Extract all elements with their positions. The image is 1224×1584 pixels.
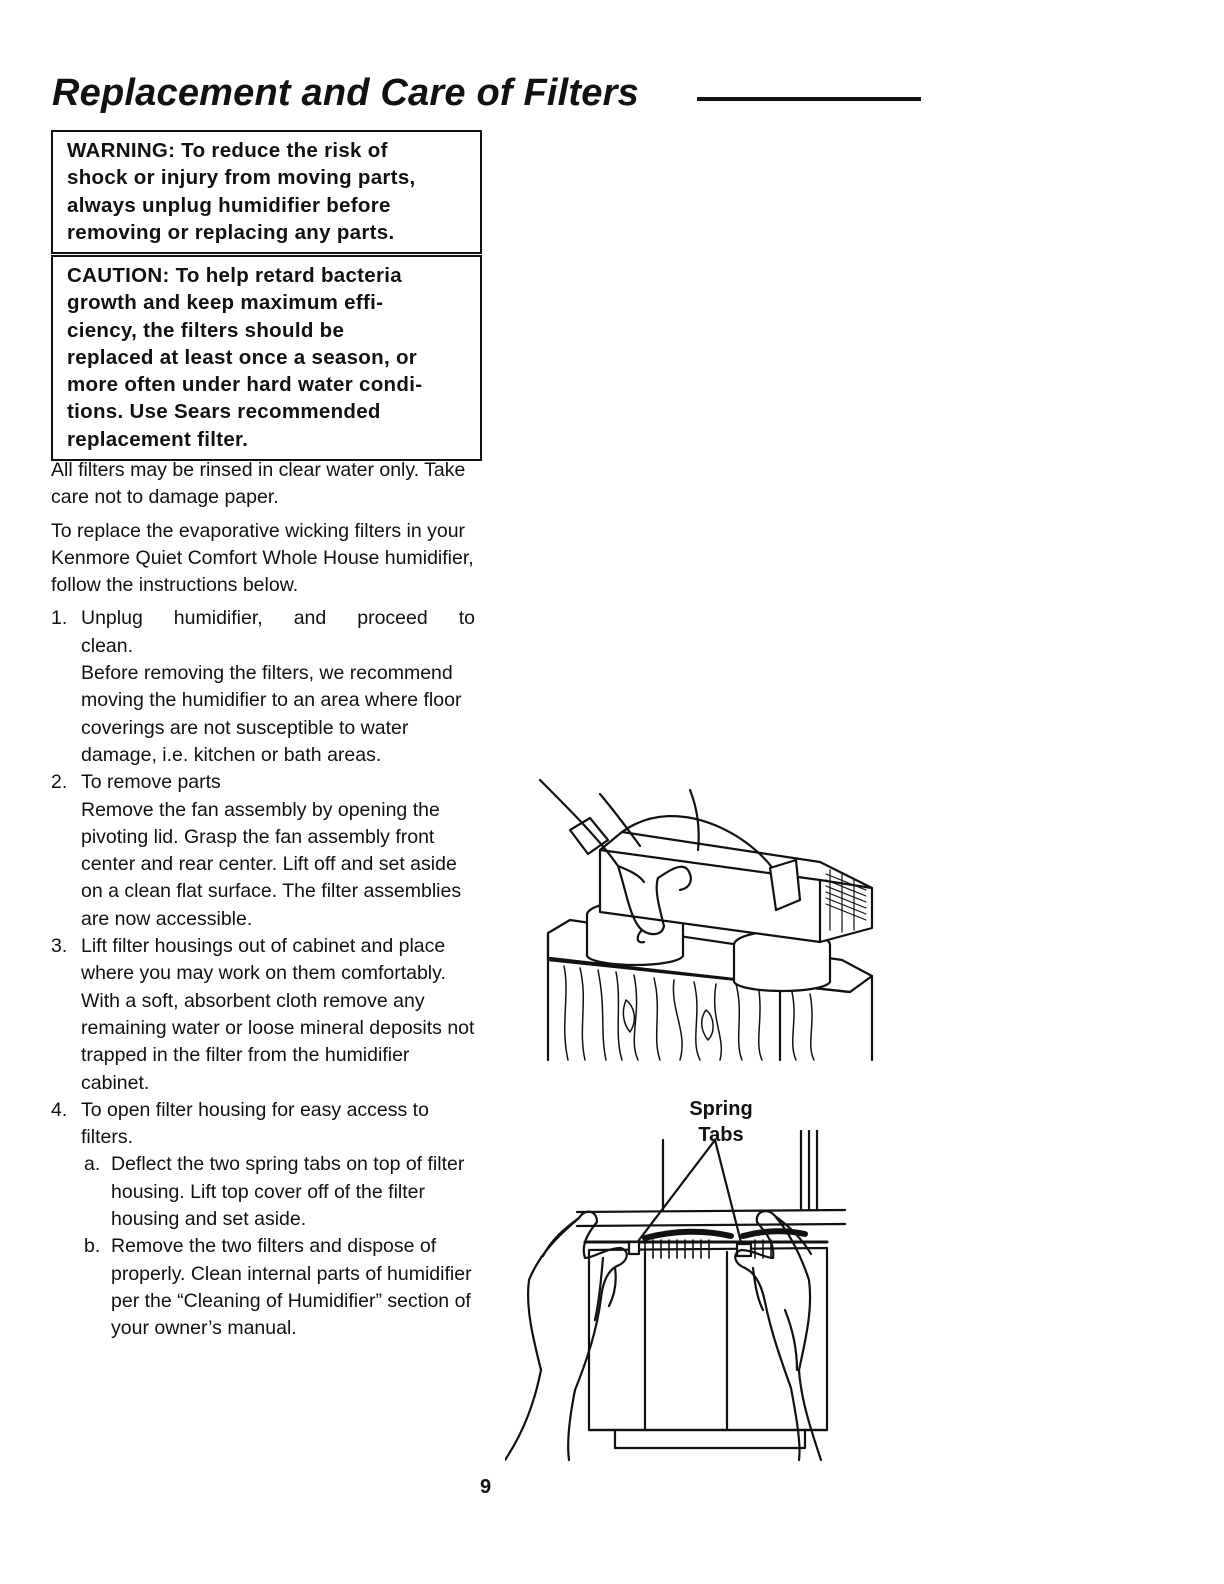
caution-line: ciency, the filters should be <box>67 318 345 342</box>
step-heading: To remove parts <box>81 771 221 794</box>
page-number: 9 <box>480 1476 492 1498</box>
step-heading: Unplug humidifier, and proceed to <box>81 607 475 630</box>
page-title: Replacement and Care of Filters <box>52 72 639 114</box>
step-body: To open filter housing for easy access to filters. <box>81 1098 429 1149</box>
step-4 <box>51 1097 475 1152</box>
callout-line: Spring <box>689 1098 753 1120</box>
caution-line: growth and keep maximum effi- <box>67 291 384 315</box>
step-1 <box>51 605 475 769</box>
step-heading: clean. <box>81 634 134 657</box>
step-body: Before removing the filters, we recommend moving the humidifier to an area where floor coverings are not susceptible to water damage, i.e. kitchen or bath areas. <box>81 662 462 766</box>
caution-line: more often under hard water condi- <box>67 373 423 397</box>
substep-letter: b. <box>84 1235 101 1258</box>
instructions <box>51 457 475 1343</box>
caution-box <box>51 255 482 461</box>
step-number: 4. <box>51 1098 68 1121</box>
rinse-paragraph: All filters may be rinsed in clear water only. Take care not to damage paper. <box>51 459 466 509</box>
replace-paragraph: To replace the evaporative wicking filters in your Kenmore Quiet Comfort Whole House humidifier, follow the instructions below. <box>51 519 474 597</box>
step-body: Remove the fan assembly by opening the pivoting lid. Grasp the fan assembly front center and rear center. Lift off and set aside on a clean flat surface. The filter assemblies are now accessible. <box>81 798 462 930</box>
caution-line: tions. Use Sears recommended <box>67 400 381 424</box>
substep-text: Deflect the two spring tabs on top of filter housing. Lift top cover off of the filter housing and set aside. <box>111 1153 465 1231</box>
filter-housing-illustration <box>505 1130 855 1470</box>
warning-line: removing or replacing any parts. <box>67 220 395 244</box>
substep-a <box>51 1151 475 1233</box>
warning-line: always unplug humidifier before <box>67 193 391 217</box>
step-2 <box>51 769 475 933</box>
step-3 <box>51 933 475 1097</box>
step-number: 3. <box>51 935 68 958</box>
step-number: 1. <box>51 607 68 630</box>
title-rule <box>697 97 921 101</box>
step-body: Lift filter housings out of cabinet and place where you may work on them comfortably. With a soft, absorbent cloth remove any remaining water or loose mineral deposits not trapped in the filter from the humidifier cabinet. <box>81 935 475 1094</box>
fan-assembly-illustration <box>530 770 890 1070</box>
warning-line: WARNING: To reduce the risk of <box>67 139 388 162</box>
caution-line: CAUTION: To help retard bacteria <box>67 264 402 287</box>
callout-line: Tabs <box>698 1124 744 1146</box>
warning-line: shock or injury from moving parts, <box>67 166 416 190</box>
caution-line: replaced at least once a season, or <box>67 345 418 369</box>
substep-text: Remove the two filters and dispose of properly. Clean internal parts of humidifier per the “Cleaning of Humidifier” section of your owner’s manual. <box>111 1235 472 1340</box>
substep-b <box>51 1233 475 1342</box>
caution-line: replacement filter. <box>67 427 249 451</box>
step-number: 2. <box>51 771 68 794</box>
substep-letter: a. <box>84 1153 101 1176</box>
warning-box <box>51 130 482 254</box>
